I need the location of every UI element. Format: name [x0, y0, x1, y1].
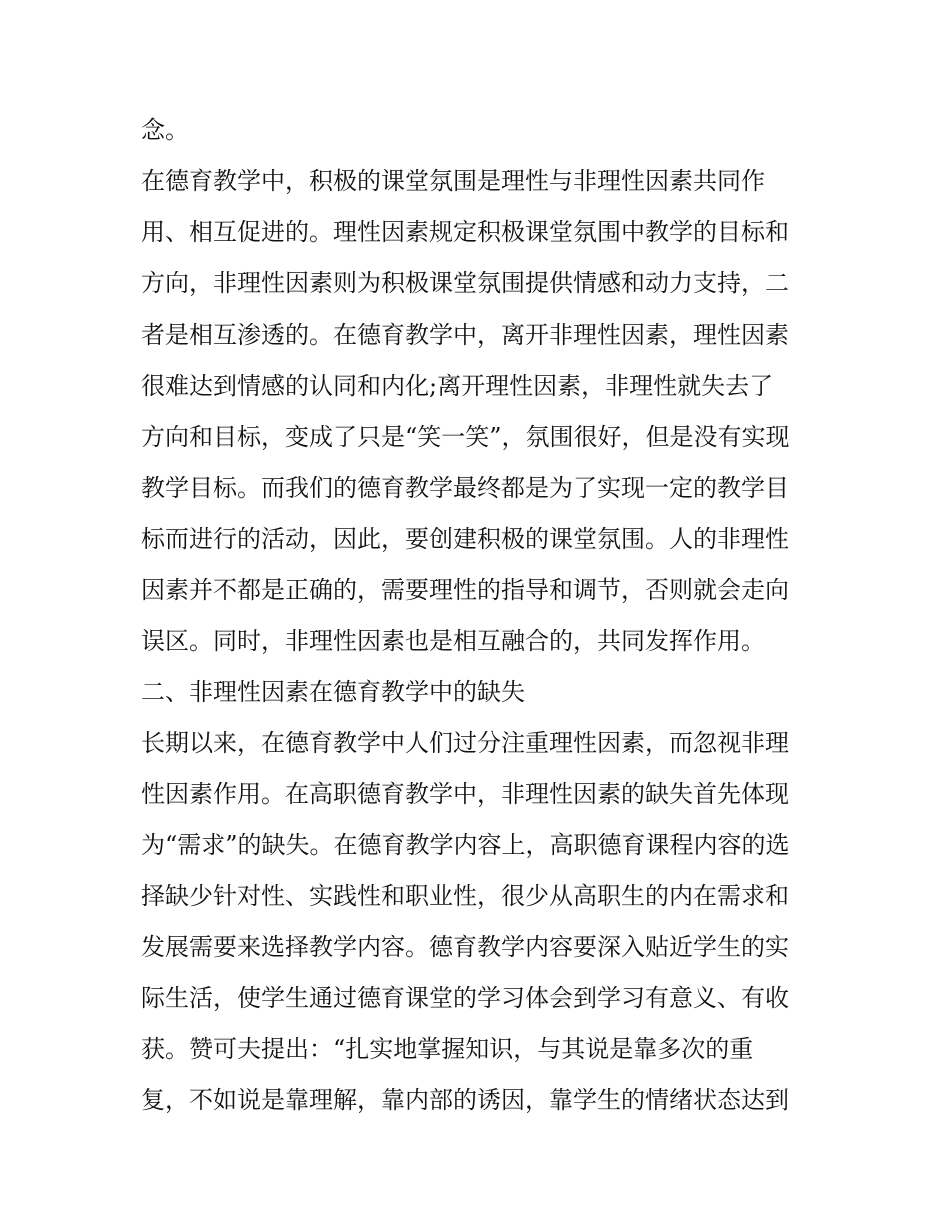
text-line: 际生活，使学生通过德育课堂的学习体会到学习有意义、有收 [141, 984, 789, 1012]
text-line: 误区。同时，非理性因素也是相互融合的，共同发挥作用。 [141, 627, 765, 655]
text-line: 教学目标。而我们的德育教学最终都是为了实现一定的教学目 [141, 474, 789, 502]
text-line: 标而进行的活动，因此，要创建积极的课堂氛围。人的非理性 [141, 525, 789, 553]
text-line: 用、相互促进的。理性因素规定积极课堂氛围中教学的目标和 [141, 218, 789, 246]
text-line: 择缺少针对性、实践性和职业性，很少从高职生的内在需求和 [141, 882, 789, 910]
text-line: 性因素作用。在高职德育教学中，非理性因素的缺失首先体现 [141, 780, 789, 808]
text-line: 在德育教学中，积极的课堂氛围是理性与非理性因素共同作 [141, 167, 765, 195]
text-line: 念。 [141, 116, 189, 144]
text-line: 方向和目标，变成了只是“笑一笑”，氛围很好，但是没有实现 [141, 423, 790, 451]
text-line: 者是相互渗透的。在德育教学中，离开非理性因素，理性因素 [141, 321, 789, 349]
text-line: 很难达到情感的认同和内化;离开理性因素，非理性就失去了 [141, 372, 774, 400]
text-line: 因素并不都是正确的，需要理性的指导和调节，否则就会走向 [141, 576, 789, 604]
text-line: 长期以来，在德育教学中人们过分注重理性因素，而忽视非理 [141, 729, 789, 757]
text-line: 获。赞可夫提出：“扎实地掌握知识，与其说是靠多次的重 [141, 1035, 754, 1063]
text-line: 发展需要来选择教学内容。德育教学内容要深入贴近学生的实 [141, 933, 789, 961]
text-line: 复，不如说是靠理解，靠内部的诱因，靠学生的情绪状态达到 [141, 1086, 789, 1114]
text-line: 为“需求”的缺失。在德育教学内容上，高职德育课程内容的选 [141, 831, 790, 859]
text-line: 方向，非理性因素则为积极课堂氛围提供情感和动力支持，二 [141, 269, 789, 297]
section-heading: 二、非理性因素在德育教学中的缺失 [141, 678, 525, 706]
